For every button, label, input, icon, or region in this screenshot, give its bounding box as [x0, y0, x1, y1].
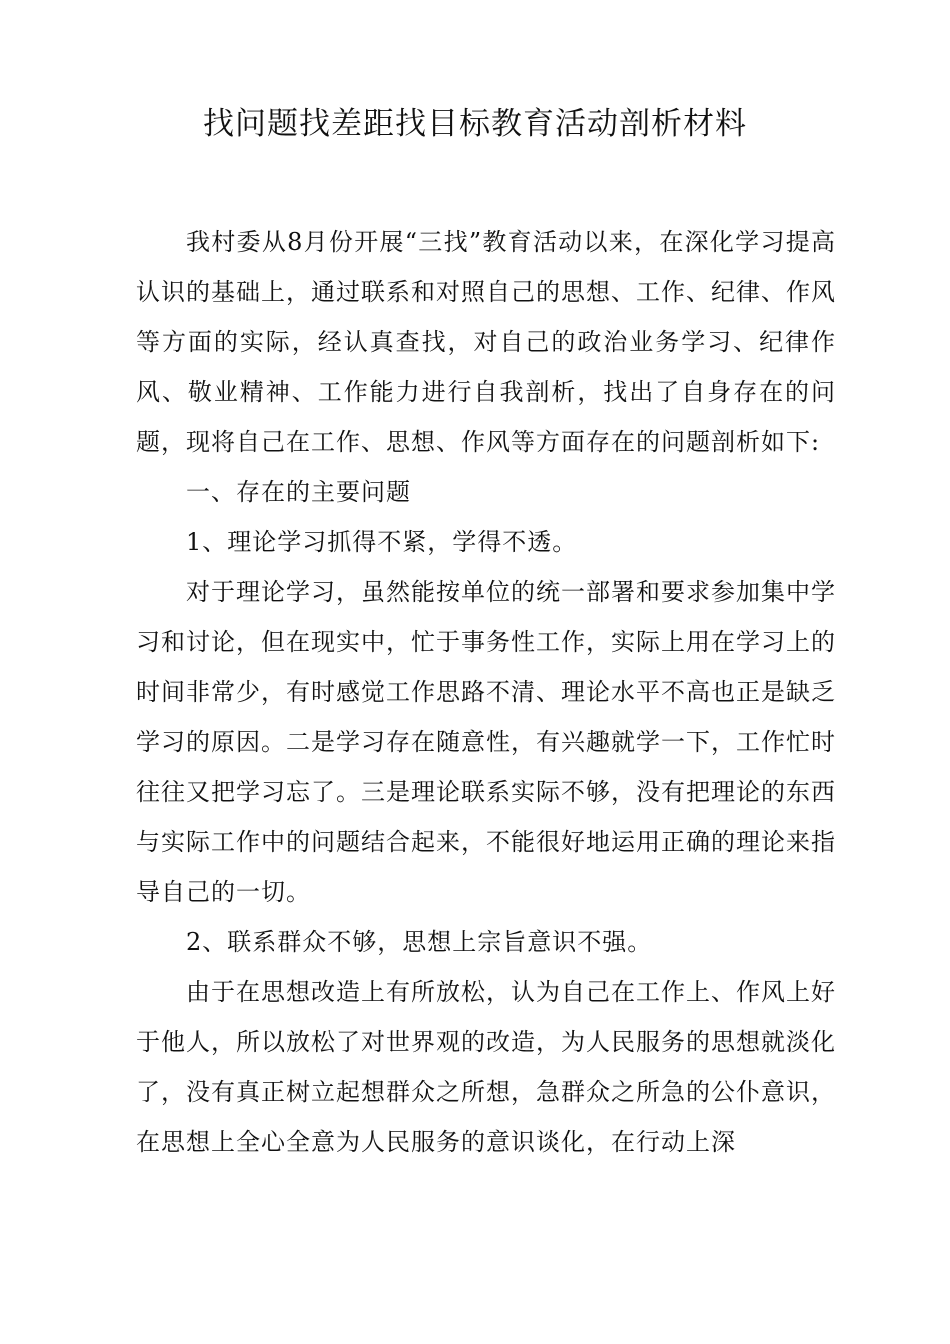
section-heading: 一、存在的主要问题	[186, 478, 411, 506]
subheading-2: 2、联系群众不够，思想上宗旨意识不强。	[186, 928, 653, 956]
paragraph-theory-study: 对于理论学习，虽然能按单位的统一部署和要求参加集中学习和讨论，但在现实中，忙于事务性工作，实际上用在学习上的时间非常少，有时感觉工作思路不清、理论水平不高也正是缺乏学习的原因。二是学习存在随意性，有兴趣就学一下，工作忙时往往又把学习忘了。三是理论联系实际不够，没有把理论的东西与实际工作中的问题结合起来，不能很好地运用正确的理论来指导自己的一切。	[136, 578, 836, 906]
subheading-1: 1、理论学习抓得不紧，学得不透。	[186, 528, 578, 556]
document-body	[136, 217, 836, 1167]
paragraph-intro: 我村委从8月份开展“三找”教育活动以来，在深化学习提高认识的基础上，通过联系和对照自己的思想、工作、纪律、作风等方面的实际，经认真查找，对自己的政治业务学习、纪律作风、敬业精神、工作能力进行自我剖析，找出了自身存在的问题，现将自己在工作、思想、作风等方面存在的问题剖析如下:	[136, 228, 836, 456]
paragraph-mass-contact: 由于在思想改造上有所放松，认为自己在工作上、作风上好于他人，所以放松了对世界观的改造，为人民服务的思想就淡化了，没有真正树立起想群众之所想，急群众之所急的公仆意识，在思想上全心全意为人民服务的意识谈化，在行动上深	[136, 978, 836, 1156]
document-title: 找问题找差距找目标教育活动剖析材料	[203, 106, 747, 142]
